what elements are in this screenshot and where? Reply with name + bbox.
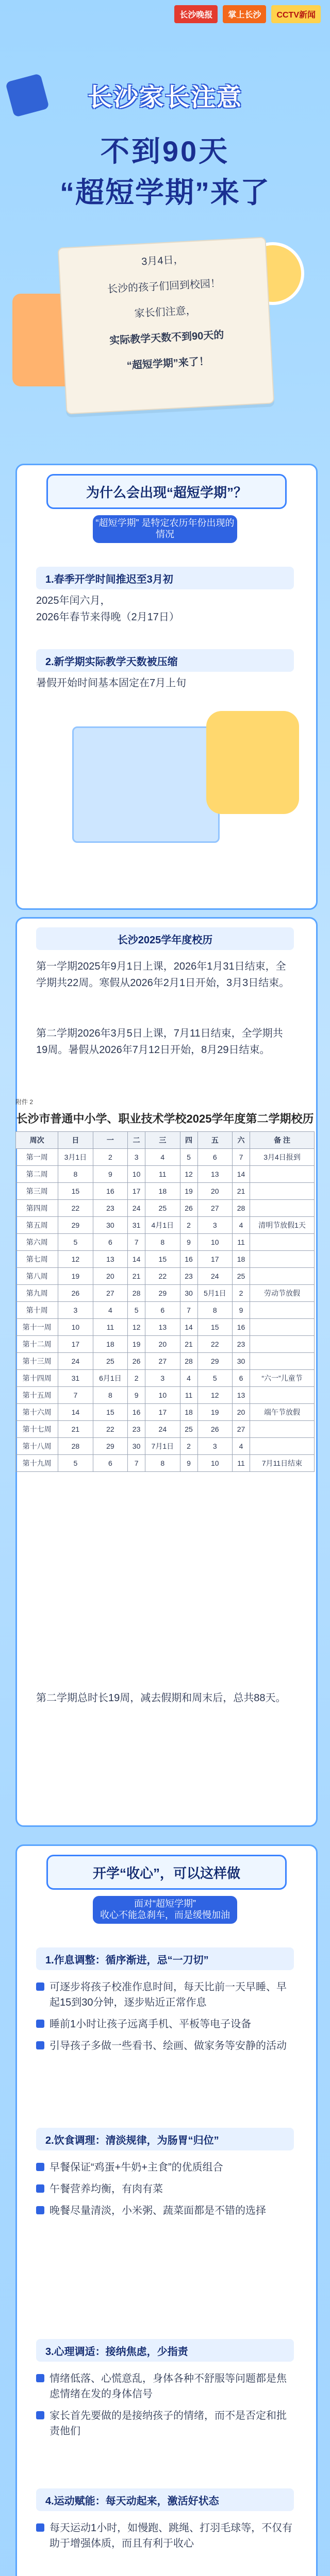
cell: 15 [197,1318,232,1335]
table-row [16,1267,315,1284]
table-row [16,1199,315,1216]
cell: 6月1日 [93,1369,127,1386]
cell: 端午节放假 [250,1403,315,1420]
cell [250,1250,315,1267]
cell: 6 [93,1233,127,1250]
bullet-icon [36,2411,44,2419]
table-row [16,1182,315,1199]
table-row [16,1233,315,1250]
cell: 16 [233,1318,250,1335]
cell: 20 [93,1267,127,1284]
cell: 15 [58,1182,93,1199]
tip-4-bullets [36,2514,294,2557]
intro-line-1: 3月4日， [141,254,185,268]
cell: 21 [128,1267,145,1284]
cell: 28 [128,1284,145,1301]
cell [250,1437,315,1454]
cell: 9 [93,1165,127,1182]
cell: 3 [128,1148,145,1165]
cell: 16 [128,1403,145,1420]
cell: 19 [180,1182,197,1199]
tip-1-bullets [36,1973,294,2060]
intro-line-3: 家长们注意， [134,304,197,320]
cell: 4月1日 [145,1216,180,1233]
table-row [16,1352,315,1369]
cell: 26 [197,1420,232,1437]
girl-illustration [206,711,299,814]
cell: 19 [128,1335,145,1352]
bullet-icon [36,2206,44,2214]
bullet-icon [36,2020,44,2028]
bullet-icon [36,2374,44,2382]
calendar-bottom-note: 第二学期总时长19周，减去假期和周末后，总共88天。 [36,1692,286,1704]
cell [250,1182,315,1199]
bullet-text: 情绪低落、心慌意乱，身体各种不舒服等问题都是焦虑情绪在发的身体信号 [50,2373,287,2400]
cell: 13 [93,1250,127,1267]
tip-3-title: 3.心理调适：接纳焦虑，少指责 [36,2339,294,2362]
cell: 20 [197,1182,232,1199]
cell: 11 [233,1454,250,1471]
brand-changsha-evening: 长沙晚报 [174,5,218,23]
cell: 18 [233,1250,250,1267]
cell: 30 [93,1216,127,1233]
cell: 13 [197,1165,232,1182]
cell: 4 [180,1369,197,1386]
cell: 3月1日 [58,1148,93,1165]
cell: 12 [128,1318,145,1335]
cell: 11 [93,1318,127,1335]
cell [250,1420,315,1437]
cell: 27 [197,1199,232,1216]
cell: 5 [58,1454,93,1471]
why-point-2-text: 暑假开始时间基本固定在7月上旬 [36,677,187,689]
cell: 第五周 [16,1216,58,1233]
cell: 28 [58,1437,93,1454]
list-item [36,2160,294,2175]
col-mon: 一 [93,1131,127,1148]
col-fri: 五 [197,1131,232,1148]
cell: 劳动节放假 [250,1284,315,1301]
cell: 19 [197,1403,232,1420]
cell: 3 [197,1216,232,1233]
bullet-icon [36,2523,44,2532]
cell: 4 [145,1148,180,1165]
tip-4-title: 4.运动赋能：每天动起来，激活好状态 [36,2488,294,2511]
cell: 12 [197,1386,232,1403]
cell: 8 [145,1454,180,1471]
cell: 25 [233,1267,250,1284]
cell: 12 [180,1165,197,1182]
list-item [36,2203,294,2218]
cell: 3 [197,1437,232,1454]
cell: 18 [145,1182,180,1199]
cell: 13 [145,1318,180,1335]
table-row [16,1284,315,1301]
cell: 22 [58,1199,93,1216]
cell: 9 [128,1386,145,1403]
cell: 24 [197,1267,232,1284]
hero-headline-line2: “超短学期”来了 [60,176,270,209]
cell: 25 [180,1420,197,1437]
table-row [16,1148,315,1165]
cell [250,1165,315,1182]
table-row [16,1216,315,1233]
cell: 14 [180,1318,197,1335]
cell: 第六周 [16,1233,58,1250]
cell: 21 [233,1182,250,1199]
col-thu: 四 [180,1131,197,1148]
cell: 24 [145,1420,180,1437]
cell: 30 [128,1437,145,1454]
cell: 15 [145,1250,180,1267]
cell: 4 [93,1301,127,1318]
table-row [16,1420,315,1437]
cell: 第十三周 [16,1352,58,1369]
cell: 23 [93,1199,127,1216]
brand-zhangshang: 掌上长沙 [223,5,266,23]
cell: 第七周 [16,1250,58,1267]
cell: 13 [233,1386,250,1403]
bullet-text: 引导孩子多做一些看书、绘画、做家务等安静的活动 [50,2040,287,2052]
cell [250,1318,315,1335]
bullet-text: 每天运动1小时，如慢跑、跳绳、打羽毛球等，不仅有助于增强体质，而且有利于收心 [50,2522,293,2549]
cell: 5 [197,1369,232,1386]
cell: 14 [233,1165,250,1182]
cell: 22 [145,1267,180,1284]
cell: 9 [233,1301,250,1318]
cell [250,1301,315,1318]
cell: 31 [128,1216,145,1233]
list-item [36,2181,294,2197]
cell: 6 [197,1148,232,1165]
book-illustration [72,726,220,843]
bullet-icon [36,2041,44,2049]
cell: 23 [180,1267,197,1284]
cell: 第一周 [16,1148,58,1165]
why-point-1-label: 1.春季开学时间推迟至3月初 [36,567,294,589]
cell: 2 [128,1369,145,1386]
cell: 第十一周 [16,1318,58,1335]
cell: 27 [233,1420,250,1437]
cell: 3 [145,1369,180,1386]
cell: 2 [180,1437,197,1454]
cell: 23 [233,1335,250,1352]
cell: 第十八周 [16,1437,58,1454]
why-point-1-text: 2025年闰六月， 2026年春节来得晚（2月17日） [36,595,179,623]
col-notes: 备 注 [250,1131,315,1148]
cell: 28 [180,1352,197,1369]
cell: 20 [233,1403,250,1420]
list-item [36,2371,294,2402]
cell: 8 [145,1233,180,1250]
cell: 7 [180,1301,197,1318]
bullet-text: 晚餐尽量清淡，小米粥、蔬菜面都是不错的选择 [50,2205,266,2216]
calendar-label: 长沙2025学年度校历 [36,927,294,950]
top-bar [0,0,330,30]
cell: 10 [58,1318,93,1335]
cell: 7月1日 [145,1437,180,1454]
cell: 7月11日结束 [250,1454,315,1471]
tip-2-title: 2.饮食调理：清淡规律，为肠胃“归位” [36,2128,294,2150]
calendar-table [15,1131,315,1472]
cell: 21 [180,1335,197,1352]
cell: 第十周 [16,1301,58,1318]
cell: 5 [58,1233,93,1250]
cell: 27 [145,1352,180,1369]
bullet-icon [36,2163,44,2171]
bullet-text: 家长首先要做的是接纳孩子的情绪，而不是否定和批责他们 [50,2410,287,2437]
cell: 21 [58,1420,93,1437]
cell [250,1199,315,1216]
cell: 26 [180,1199,197,1216]
attachment-label: 附件 2 [15,1098,34,1106]
cell: 第三周 [16,1182,58,1199]
intro-line-4: 实际教学天数不到90天的 [109,329,224,347]
cell [250,1386,315,1403]
cell: 第十九周 [16,1454,58,1471]
tip-3-bullets [36,2365,294,2445]
cell: 11 [145,1165,180,1182]
cell: 17 [58,1335,93,1352]
cell: 2 [93,1148,127,1165]
adapt-title: 开学“收心”，可以这样做 [46,1855,287,1890]
cell: 第四周 [16,1199,58,1216]
table-title: 长沙市普通中小学、职业技术学校2025学年度第二学期校历 [16,1112,314,1125]
cell: 6 [233,1369,250,1386]
cell: 第十二周 [16,1335,58,1352]
cell: 10 [145,1386,180,1403]
cell: 2 [233,1284,250,1301]
cell: 24 [58,1352,93,1369]
tip-1-title: 1.作息调整：循序渐进，忌“一刀切” [36,1947,294,1970]
cell: 7 [233,1148,250,1165]
cell: 16 [93,1182,127,1199]
cell: 第二周 [16,1165,58,1182]
table-row [16,1318,315,1335]
bullet-text: 睡前1小时让孩子远离手机、平板等电子设备 [50,2019,252,2030]
cell: 14 [128,1250,145,1267]
list-item [36,2520,294,2551]
cell: 9 [180,1233,197,1250]
cell: 29 [197,1352,232,1369]
cell: 16 [180,1250,197,1267]
cell: 29 [58,1216,93,1233]
col-sat: 六 [233,1131,250,1148]
cell: 5月1日 [197,1284,232,1301]
cell: 6 [145,1301,180,1318]
cell: 清明节放假1天 [250,1216,315,1233]
list-item [36,2016,294,2032]
col-sun: 日 [58,1131,93,1148]
cell: 17 [197,1250,232,1267]
cell: 30 [233,1352,250,1369]
cell: 第九周 [16,1284,58,1301]
cell: 11 [180,1386,197,1403]
cell: 4 [233,1437,250,1454]
cell: 10 [197,1454,232,1471]
cell: 第十五周 [16,1386,58,1403]
adapt-subtitle: 面对“超短学期” 收心不能急刹车，而是缓慢加油 [93,1896,237,1924]
cell [250,1267,315,1284]
why-title: 为什么会出现“超短学期”？ [46,474,287,509]
cell: 26 [58,1284,93,1301]
cell: 30 [180,1284,197,1301]
cell [250,1335,315,1352]
hero-title: 长沙家长注意 [87,84,242,111]
cell: 8 [197,1301,232,1318]
intro-note [58,237,274,415]
cell: 3 [58,1301,93,1318]
cell: 31 [58,1369,93,1386]
brand-list [174,5,321,23]
cell: 2 [180,1216,197,1233]
col-week: 周次 [16,1131,58,1148]
cell: 8 [58,1165,93,1182]
cell: 12 [58,1250,93,1267]
intro-line-2: 长沙的孩子们回到校园！ [107,278,221,295]
list-item [36,2038,294,2054]
list-item [36,1979,294,2010]
cell: 3月4日报到 [250,1148,315,1165]
cell: 19 [58,1267,93,1284]
intro-line-5: “超短学期”来了！ [126,355,210,372]
bullet-text: 午餐营养均衡，有肉有菜 [50,2183,163,2195]
cell: 7 [128,1233,145,1250]
cell [250,1352,315,1369]
cell: 26 [128,1352,145,1369]
table-row [16,1437,315,1454]
col-tue: 二 [128,1131,145,1148]
cell: 23 [128,1420,145,1437]
hero-headline-line1: 不到90天 [100,135,230,167]
cell: 25 [145,1199,180,1216]
bullet-text: 早餐保证“鸡蛋+牛奶+主食”的优质组合 [50,2162,223,2173]
cell: 6 [93,1454,127,1471]
cell: 15 [93,1403,127,1420]
cell: 25 [93,1352,127,1369]
table-row [16,1335,315,1352]
cell: 7 [128,1454,145,1471]
calendar-table-wrap [15,1097,315,1472]
cell: 20 [145,1335,180,1352]
table-row [16,1403,315,1420]
cell: “六一”儿童节 [250,1369,315,1386]
cell: 第十七周 [16,1420,58,1437]
cell: 7 [58,1386,93,1403]
cell: 第十六周 [16,1403,58,1420]
why-point-2-label: 2.新学期实际教学天数被压缩 [36,649,294,672]
cell: 10 [128,1165,145,1182]
cell: 11 [233,1233,250,1250]
cell: 17 [145,1403,180,1420]
brand-cctv: CCTV新闻 [271,5,321,23]
cell: 14 [58,1403,93,1420]
cell: 10 [197,1233,232,1250]
table-row [16,1454,315,1471]
cell: 9 [180,1454,197,1471]
cell: 第八周 [16,1267,58,1284]
cell: 29 [93,1437,127,1454]
cell: 22 [197,1335,232,1352]
cell: 8 [93,1386,127,1403]
cell: 18 [180,1403,197,1420]
col-wed: 三 [145,1131,180,1148]
cell: 28 [233,1199,250,1216]
table-row [16,1369,315,1386]
cell: 4 [233,1216,250,1233]
cell: 5 [180,1148,197,1165]
calendar-paragraph-2: 第二学期2026年3月5日上课，7月11日结束，全学期共19周。暑假从2026年7月12日开始，8月29日结束。 [36,1028,283,1056]
table-row [16,1386,315,1403]
cell [250,1233,315,1250]
cell: 17 [128,1182,145,1199]
calendar-paragraph-1: 第一学期2025年9月1日上课，2026年1月31日结束，全学期共22周。寒假从2026年2月1日开始，3月3日结束。 [36,961,290,989]
table-row [16,1250,315,1267]
cell: 22 [93,1420,127,1437]
list-item [36,2408,294,2439]
table-row [16,1165,315,1182]
cell: 18 [93,1335,127,1352]
tip-2-bullets [36,2154,294,2225]
bullet-icon [36,1982,44,1991]
cell: 29 [145,1284,180,1301]
cell: 27 [93,1284,127,1301]
cell: 5 [128,1301,145,1318]
cell: 24 [128,1199,145,1216]
why-subtitle: “超短学期” 是特定农历年份出现的情况 [93,515,237,543]
bullet-icon [36,2184,44,2193]
hero-title-row [0,77,330,113]
table-row [16,1301,315,1318]
cell: 第十四周 [16,1369,58,1386]
bullet-text: 可逐步将孩子校准作息时间，每天比前一天早睡、早起15到30分钟，逐步贴近正常作息 [50,1981,287,2008]
